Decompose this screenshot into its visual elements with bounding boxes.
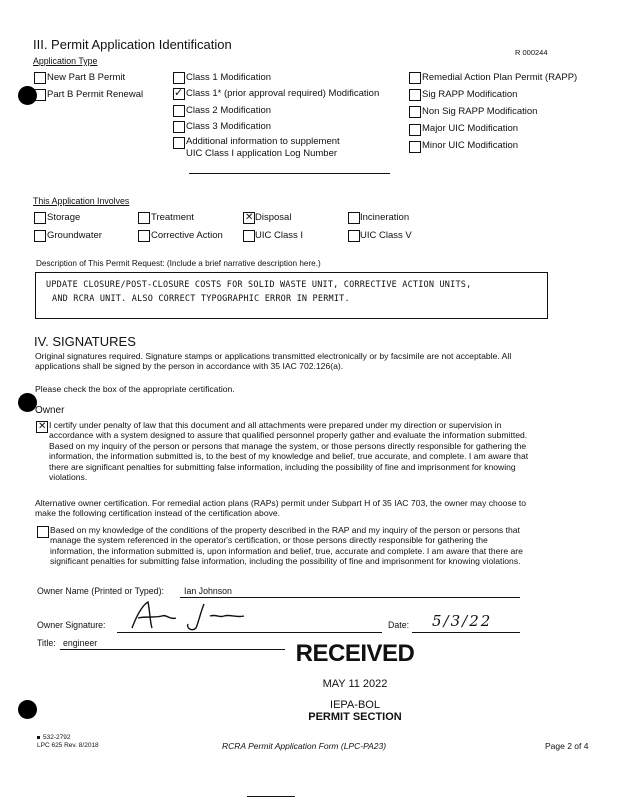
hole-punch-mark — [18, 393, 37, 412]
checkbox[interactable] — [173, 72, 185, 84]
checkbox[interactable] — [409, 124, 421, 136]
cert-line: I certify under penalty of law that this document and all attachments were prepared under my direction or supervision in — [49, 420, 502, 430]
section-3-heading: III. Permit Application Identification — [33, 37, 232, 52]
section-4-heading: IV. SIGNATURES — [34, 334, 136, 349]
owner-signature[interactable] — [120, 598, 250, 634]
involves-label: This Application Involves — [33, 196, 130, 206]
checkbox-label: Treatment — [151, 212, 194, 223]
cert-line: manage the system referenced in the operator's certification, or those persons directly responsible for gathering the — [50, 535, 488, 546]
cert-line: significant penalties for submitting false information, including the possibility of fine and imprisonment for knowing violations. — [50, 556, 521, 567]
owner-cert-checkbox[interactable] — [36, 421, 48, 433]
title-value[interactable]: engineer — [63, 638, 98, 648]
checkbox[interactable] — [409, 141, 421, 153]
stamp-section: PERMIT SECTION — [308, 711, 402, 723]
alternative-certification — [35, 498, 526, 519]
cert-line: there are significant penalties for submitting false information, including the possibility of fine and imprisonment for knowing — [49, 461, 516, 472]
checkbox-label: Incineration — [360, 212, 410, 223]
checkbox-label: Remedial Action Plan Permit (RAPP) — [422, 72, 578, 83]
checkbox-label: Additional information to supplement — [186, 136, 340, 147]
owner-certification — [49, 420, 594, 482]
intro-line: applications shall be signed by the person in accordance with 35 IAC 702.126(a). — [35, 361, 344, 372]
alt-line: Alternative owner certification. For remedial action plans (RAPs) permit under Subpart H of 35 IAC 703, the owner may choose to — [35, 498, 527, 508]
date-label: Date: — [388, 620, 410, 630]
checkbox-label: Storage — [47, 212, 81, 223]
checkbox-label-line2: UIC Class I application Log Number — [186, 148, 338, 159]
owner-heading: Owner — [35, 405, 65, 416]
checkbox-label: UIC Class I — [255, 230, 304, 241]
cert-line: accordance with a system designed to assure that qualified personnel properly gather and evaluate the information submitted. — [49, 430, 528, 441]
log-number-line[interactable] — [189, 173, 390, 174]
owner-signature-line — [117, 632, 382, 633]
cert-line: information, the information submitted is, upon information and belief, true, accurate and complete. I am aware that there are — [50, 545, 523, 556]
owner-signature-label: Owner Signature: — [37, 620, 106, 630]
checkbox[interactable] — [173, 121, 185, 133]
stamp-agency: IEPA-BOL — [330, 699, 380, 711]
checkbox[interactable] — [138, 212, 150, 224]
check-instruction: Please check the box of the appropriate certification. — [35, 384, 235, 394]
checkbox[interactable] — [409, 72, 421, 84]
received-stamp — [285, 640, 425, 723]
checkbox-label: Class 3 Modification — [186, 121, 272, 132]
checkbox-label: Class 2 Modification — [186, 105, 272, 116]
checkbox-label: Part B Permit Renewal — [47, 89, 144, 100]
checkbox-label: Class 1 Modification — [186, 72, 272, 83]
footer-form-name: RCRA Permit Application Form (LPC-PA23) — [222, 741, 387, 751]
checkbox-label: Minor UIC Modification — [422, 140, 519, 151]
hole-punch-mark — [18, 700, 37, 719]
application-type-label: Application Type — [33, 56, 98, 66]
owner-name-label: Owner Name (Printed or Typed): — [37, 586, 164, 596]
description-box[interactable] — [35, 272, 548, 319]
intro-line: Original signatures required. Signature stamps or applications transmitted electronically or by facsimile are not acceptable. All — [35, 351, 512, 361]
footer-page-number: Page 2 of 4 — [545, 741, 589, 751]
checkbox[interactable] — [409, 106, 421, 118]
footer-code — [37, 734, 70, 741]
checkbox-label: Groundwater — [47, 230, 102, 241]
footer-form-rev: LPC 625 Rev. 8/2018 — [37, 742, 99, 749]
alt-line: make the following certification instead of the certification above. — [35, 508, 281, 519]
rap-certification — [50, 525, 595, 567]
checkbox[interactable] — [243, 230, 255, 242]
checkbox-label: Non Sig RAPP Modification — [422, 106, 538, 117]
checkbox-label: New Part B Permit — [47, 72, 126, 83]
cert-line: Based on my knowledge of the conditions of the property described in the RAP and my inquiry of the person or persons that — [50, 525, 520, 535]
checkbox-label: Corrective Action — [151, 230, 223, 241]
description-line-1: UPDATE CLOSURE/POST-CLOSURE COSTS FOR SOLID WASTE UNIT, CORRECTIVE ACTION UNITS, — [46, 280, 472, 290]
checkbox-checked[interactable] — [173, 88, 185, 100]
description-label: Description of This Permit Request: (Include a brief narrative description here.) — [36, 259, 321, 268]
owner-name-value[interactable]: Ian Johnson — [184, 586, 232, 596]
title-line — [60, 649, 285, 650]
checkbox[interactable] — [409, 89, 421, 101]
stamp-received: RECEIVED — [295, 640, 415, 667]
checkbox[interactable] — [34, 72, 46, 84]
bottom-scan-mark — [247, 796, 295, 797]
checkbox-label: Sig RAPP Modification — [422, 89, 518, 100]
description-line-2: AND RCRA UNIT. ALSO CORRECT TYPOGRAPHIC ERROR IN PERMIT. — [52, 294, 350, 304]
checkbox-label: Class 1* (prior approval required) Modification — [186, 88, 380, 99]
cert-line: information, the information submitted is, to the best of my knowledge and belief, true accurate, and complete. I am aware that — [49, 451, 529, 462]
checkbox[interactable] — [34, 230, 46, 242]
signatures-intro — [35, 351, 511, 372]
checkbox-label: Disposal — [255, 212, 292, 223]
checkbox[interactable] — [138, 230, 150, 242]
checkbox-checked[interactable] — [243, 212, 255, 224]
checkbox[interactable] — [173, 137, 185, 149]
reference-number: R 000244 — [515, 48, 548, 57]
rap-cert-checkbox[interactable] — [37, 526, 49, 538]
date-line — [412, 632, 520, 633]
date-value[interactable]: 5/3/22 — [432, 612, 493, 630]
title-label: Title: — [37, 638, 56, 648]
checkbox[interactable] — [348, 230, 360, 242]
cert-line: Based on my inquiry of the person or persons that manage the system, or those persons directly responsible for gathering the — [49, 440, 527, 451]
checkbox[interactable] — [34, 212, 46, 224]
hole-punch-mark — [18, 86, 37, 105]
cert-line: violations. — [49, 472, 88, 483]
checkbox-label: UIC Class V — [360, 230, 412, 241]
footer-code-text: 532-2792 — [43, 734, 71, 741]
checkbox-label: Major UIC Modification — [422, 123, 519, 134]
checkbox[interactable] — [348, 212, 360, 224]
checkbox[interactable] — [173, 105, 185, 117]
stamp-date: MAY 11 2022 — [322, 678, 388, 690]
